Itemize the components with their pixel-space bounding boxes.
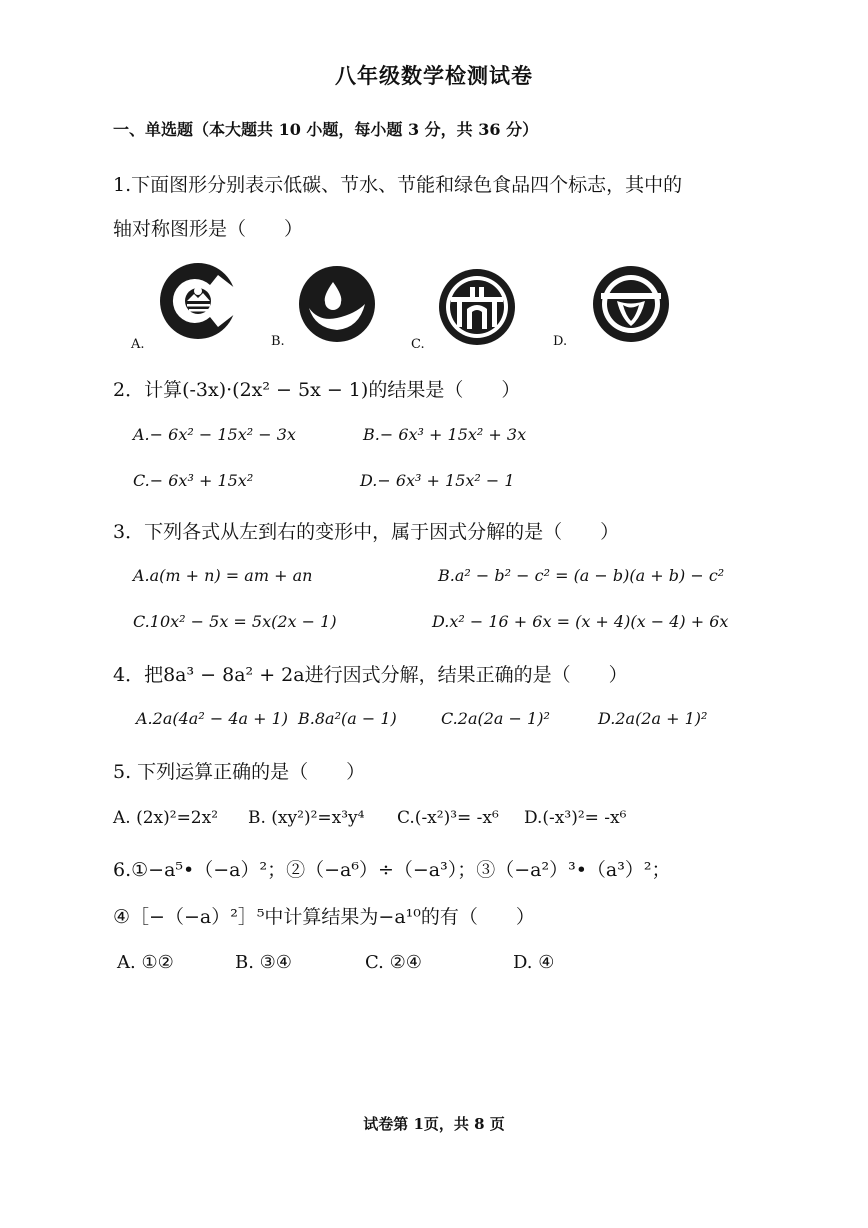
low-carbon-logo: [158, 261, 238, 341]
q6-stem-line2: ④［−（−a）²］⁵中计算结果为−a¹⁰的有（ ）: [113, 906, 535, 928]
q5-option-d: D.(-x³)²= -x⁶: [524, 808, 627, 828]
q2-option-c: C.− 6x³ + 15x²: [133, 471, 254, 490]
q3-option-b: B.a² − b² − c² = (a − b)(a + b) − c²: [438, 566, 725, 585]
q5-stem: 5. 下列运算正确的是（ ）: [113, 761, 366, 783]
q3-option-a: A.a(m + n) = am + an: [133, 566, 313, 585]
q1-stem-line1: 1.下面图形分别表示低碳、节水、节能和绿色食品四个标志，其中的: [113, 174, 683, 196]
q4-option-b: B.8a²(a − 1): [298, 709, 397, 728]
page-footer: 试卷第 1页，共 8 页: [363, 1115, 505, 1133]
logo-label-b: B.: [271, 334, 285, 349]
q5-option-c: C.(-x²)³= -x⁶: [397, 808, 499, 828]
q5-option-a: A. (2x)²=2x²: [113, 808, 219, 828]
logo-label-a: A.: [131, 337, 145, 352]
q6-stem-line1: 6.①−a⁵•（−a）²；②（−a⁶）÷（−a³）；③（−a²）³•（a³）²；: [113, 859, 671, 881]
section-header: 一、单选题（本大题共 10 小题，每小题 3 分，共 36 分）: [113, 120, 539, 139]
q3-option-c: C.10x² − 5x = 5x(2x − 1): [133, 612, 337, 631]
q3-option-d: D.x² − 16 + 6x = (x + 4)(x − 4) + 6x: [432, 612, 729, 631]
q4-option-c: C.2a(2a − 1)²: [441, 709, 550, 728]
q3-stem: 3．下列各式从左到右的变形中，属于因式分解的是（ ）: [113, 521, 620, 543]
q2-option-d: D.− 6x³ + 15x² − 1: [360, 471, 515, 490]
energy-saving-logo: [437, 267, 517, 347]
q6-option-c: C. ②④: [365, 952, 422, 973]
water-saving-logo: [297, 264, 377, 344]
q4-option-d: D.2a(2a + 1)²: [598, 709, 708, 728]
q2-stem: 2．计算(-3x)·(2x² − 5x − 1)的结果是（ ）: [113, 379, 521, 401]
q4-stem: 4．把8a³ − 8a² + 2a进行因式分解，结果正确的是（ ）: [113, 664, 628, 686]
logo-label-d: D.: [553, 334, 568, 349]
q5-option-b: B. (xy²)²=x³y⁴: [248, 808, 365, 828]
logo-label-c: C.: [411, 337, 425, 352]
page-title: 八年级数学检测试卷: [335, 63, 533, 88]
q2-option-a: A.− 6x² − 15x² − 3x: [133, 425, 296, 444]
q6-option-d: D. ④: [513, 952, 555, 973]
q1-stem-line2: 轴对称图形是（ ）: [113, 218, 304, 240]
q6-option-a: A. ①②: [117, 952, 174, 973]
q2-option-b: B.− 6x³ + 15x² + 3x: [363, 425, 527, 444]
green-food-logo: [591, 264, 671, 344]
q6-option-b: B. ③④: [235, 952, 292, 973]
q4-option-a: A.2a(4a² − 4a + 1): [136, 709, 289, 728]
